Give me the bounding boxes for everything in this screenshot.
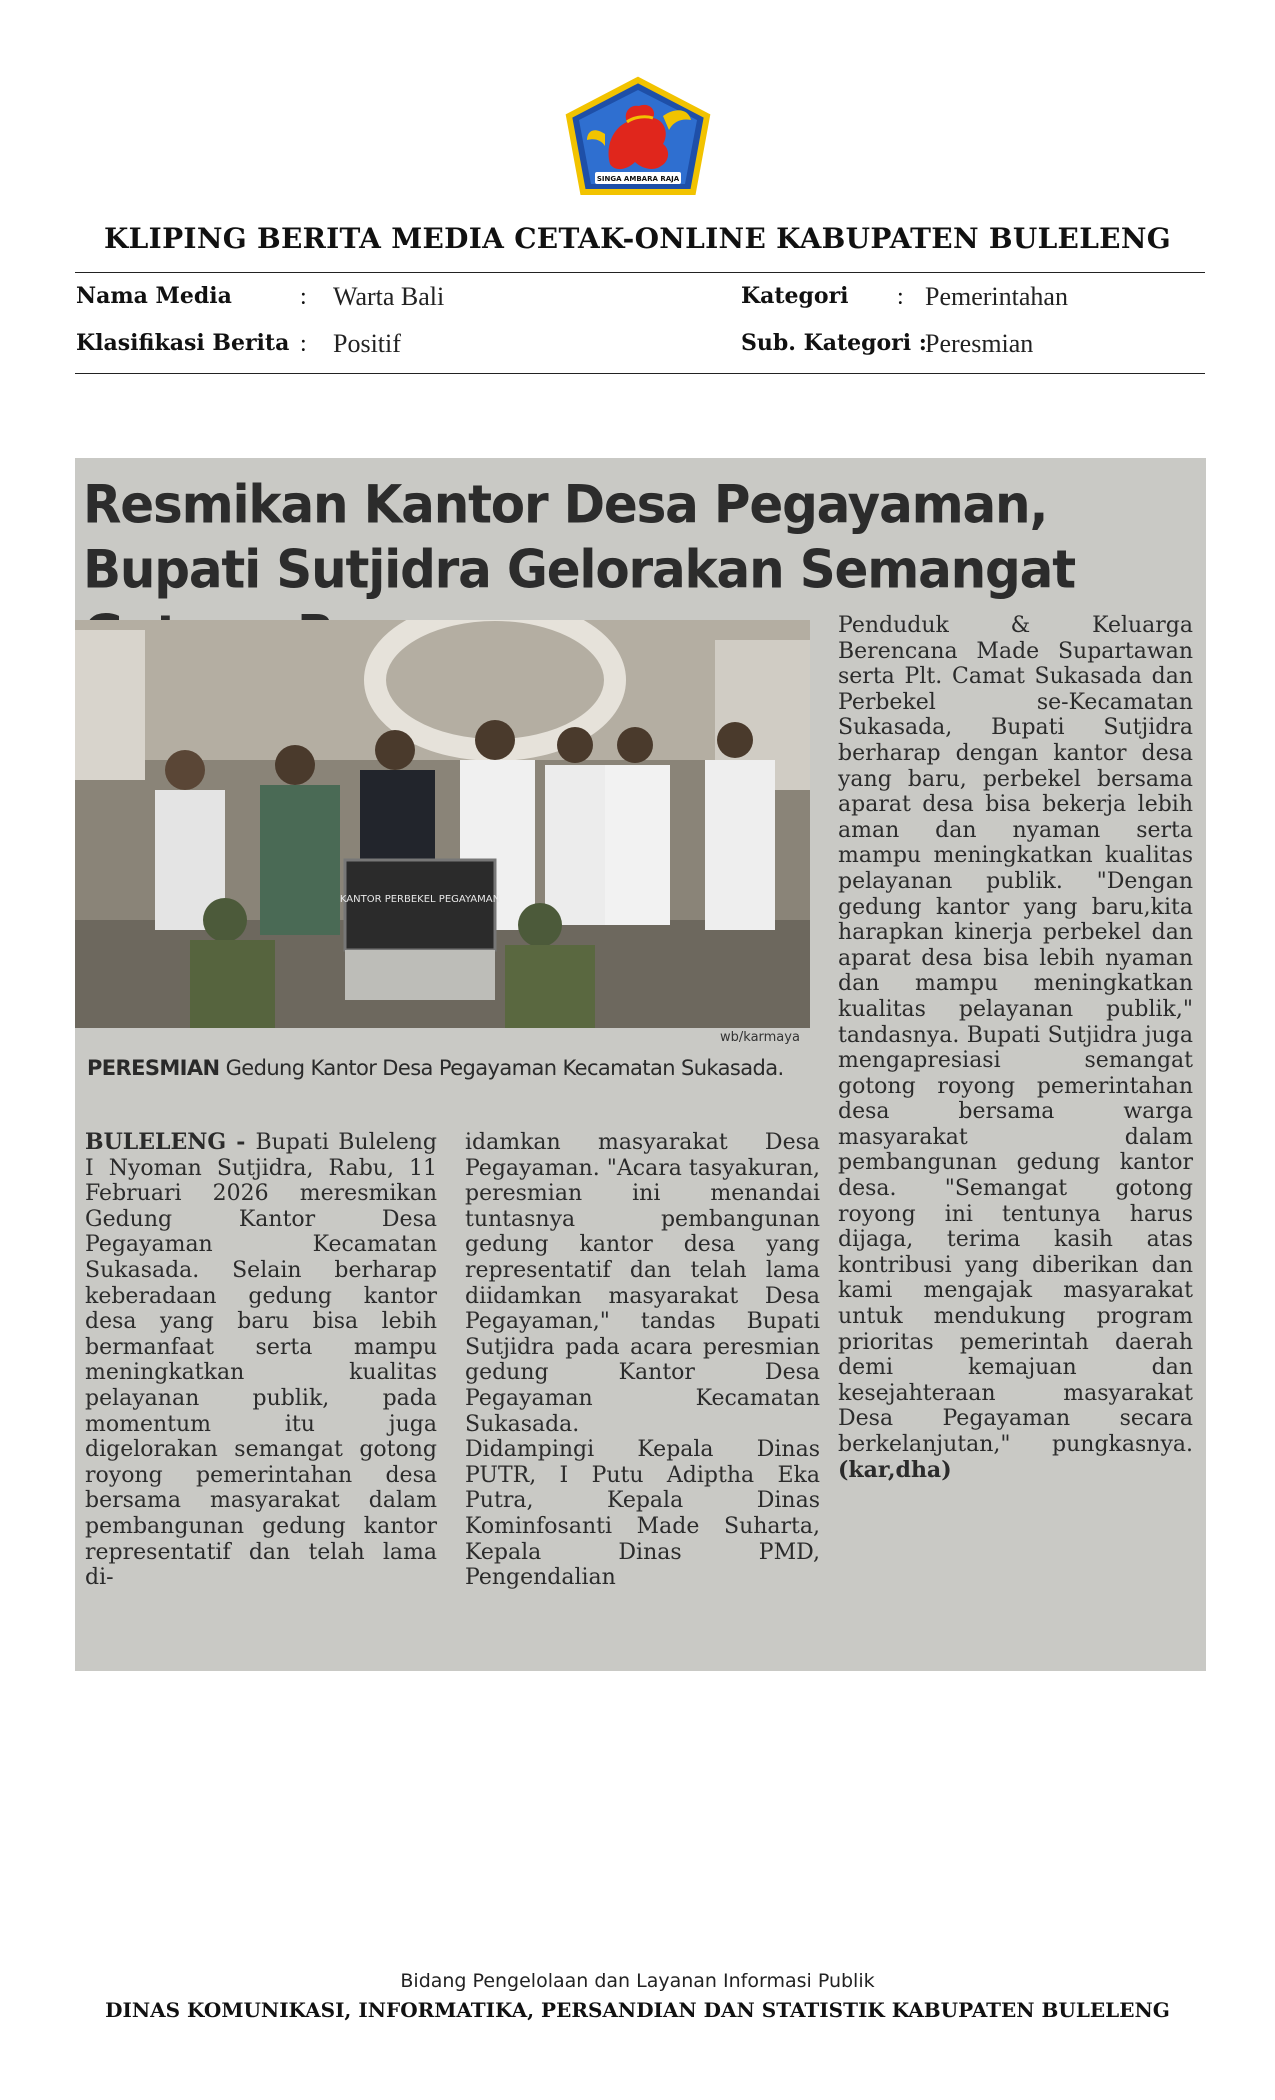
- column-1-text: Bupati Buleleng I Nyoman Sutjidra, Rabu, 11 Februari 2026 meresmikan Gedung Kantor Desa Pegayaman Kecamatan Sukasada. Selain berharap keberadaan gedung kantor desa yang baru bisa lebih bermanfaat serta mampu meningkatkan kualitas pelayanan publik, pada momentum itu juga digelorakan semangat gotong royong pemerintahan desa bersama masyarakat dalam pembangunan gedung kantor representatif dan telah lama di-: [85, 1130, 438, 1591]
- kategori-label: Kategori: [741, 283, 849, 309]
- column-3-text: Penduduk & Keluarga Berencana Made Supartawan serta Plt. Camat Sukasada dan Perbekel se-Kecamatan Sukasada, Bupati Sutjidra berharap dengan kantor desa yang baru, perbekel bersama aparat desa bisa bekerja lebih aman dan nyaman serta mampu meningkatkan kualitas pelayanan publik. "Dengan gedung kantor yang baru,kita harapkan kinerja perbekel dan aparat desa bisa lebih nyaman dan mampu meningkatkan kualitas pelayanan publik," tandasnya. Bupati Sutjidra juga mengapresiasi semangat gotong royong pemerintahan desa bersama warga masyarakat dalam pembangunan gedung kantor desa. "Semangat gotong royong ini tentunya harus dijaga, terima kasih atas kontribusi yang diberikan dan kami mengajak masyarakat untuk mendukung program prioritas pemerintah daerah demi kemajuan dan kesejahteraan masyarakat Desa Pegayaman secara berkelanjutan," pungkasnya.: [838, 613, 1193, 1457]
- footer-department: Bidang Pengelolaan dan Layanan Informasi Publik: [400, 1970, 875, 1992]
- author-sign: (kar,dha): [838, 1456, 952, 1483]
- footer-agency: DINAS KOMUNIKASI, INFORMATIKA, PERSANDIAN DAN STATISTIK KABUPATEN BULELENG: [105, 1998, 1170, 2022]
- caption-text: Gedung Kantor Desa Pegayaman Kecamatan Sukasada.: [219, 1056, 784, 1080]
- klasifikasi-value: Positif: [333, 329, 401, 358]
- article-column-2: idamkan masyarakat Desa Pegayaman. "Acara tasyakuran, peresmian ini menandai tuntasnya pembangunan gedung kantor desa yang representatif dan telah lama diidamkan masyarakat Desa Pegayaman," tandas Bupati Sutjidra pada acara peresmian gedung Kantor Desa Pegayaman Kecamatan Sukasada. Didampingi Kepala Dinas PUTR, I Putu Adiptha Eka Putra, Kepala Dinas Kominfosanti Made Suharta, Kepala Dinas PMD, Pengendalian: [465, 1130, 820, 1591]
- dateline: BULELENG -: [85, 1129, 256, 1155]
- media-colon: :: [300, 284, 307, 310]
- article-photo: [75, 620, 810, 1028]
- plaque-text: KANTOR PERBEKEL PEGAYAMAN: [339, 894, 501, 905]
- subkategori-value: Peresmian: [925, 329, 1034, 358]
- kategori-colon: :: [897, 284, 904, 310]
- photo-caption: [87, 1056, 817, 1080]
- media-label: Nama Media: [76, 283, 232, 309]
- article-headline: Resmikan Kantor Desa Pegayaman, Bupati Sutjidra Gelorakan Semangat: [83, 474, 1075, 601]
- divider-bottom: [75, 373, 1205, 374]
- news-clipping: [75, 458, 1206, 1671]
- klasifikasi-colon: :: [300, 331, 307, 357]
- article-column-3: [838, 613, 1193, 1483]
- media-value: Warta Bali: [333, 282, 445, 311]
- article-column-1: [85, 1130, 437, 1591]
- subkategori-label: Sub. Kategori :: [741, 330, 927, 356]
- page-title: KLIPING BERITA MEDIA CETAK-ONLINE KABUPATEN BULELENG: [104, 222, 1171, 255]
- kategori-value: Pemerintahan: [925, 282, 1068, 311]
- caption-lead: PERESMIAN: [87, 1056, 220, 1080]
- klasifikasi-label: Klasifikasi Berita: [76, 330, 290, 356]
- logo-motto: SINGA AMBARA RAJA: [596, 175, 680, 183]
- singa-ambara-raja-emblem-icon: [565, 76, 711, 198]
- photo-credit: wb/karmaya: [720, 1030, 800, 1045]
- inauguration-photo-image: [75, 620, 810, 1028]
- divider-top: [75, 272, 1205, 273]
